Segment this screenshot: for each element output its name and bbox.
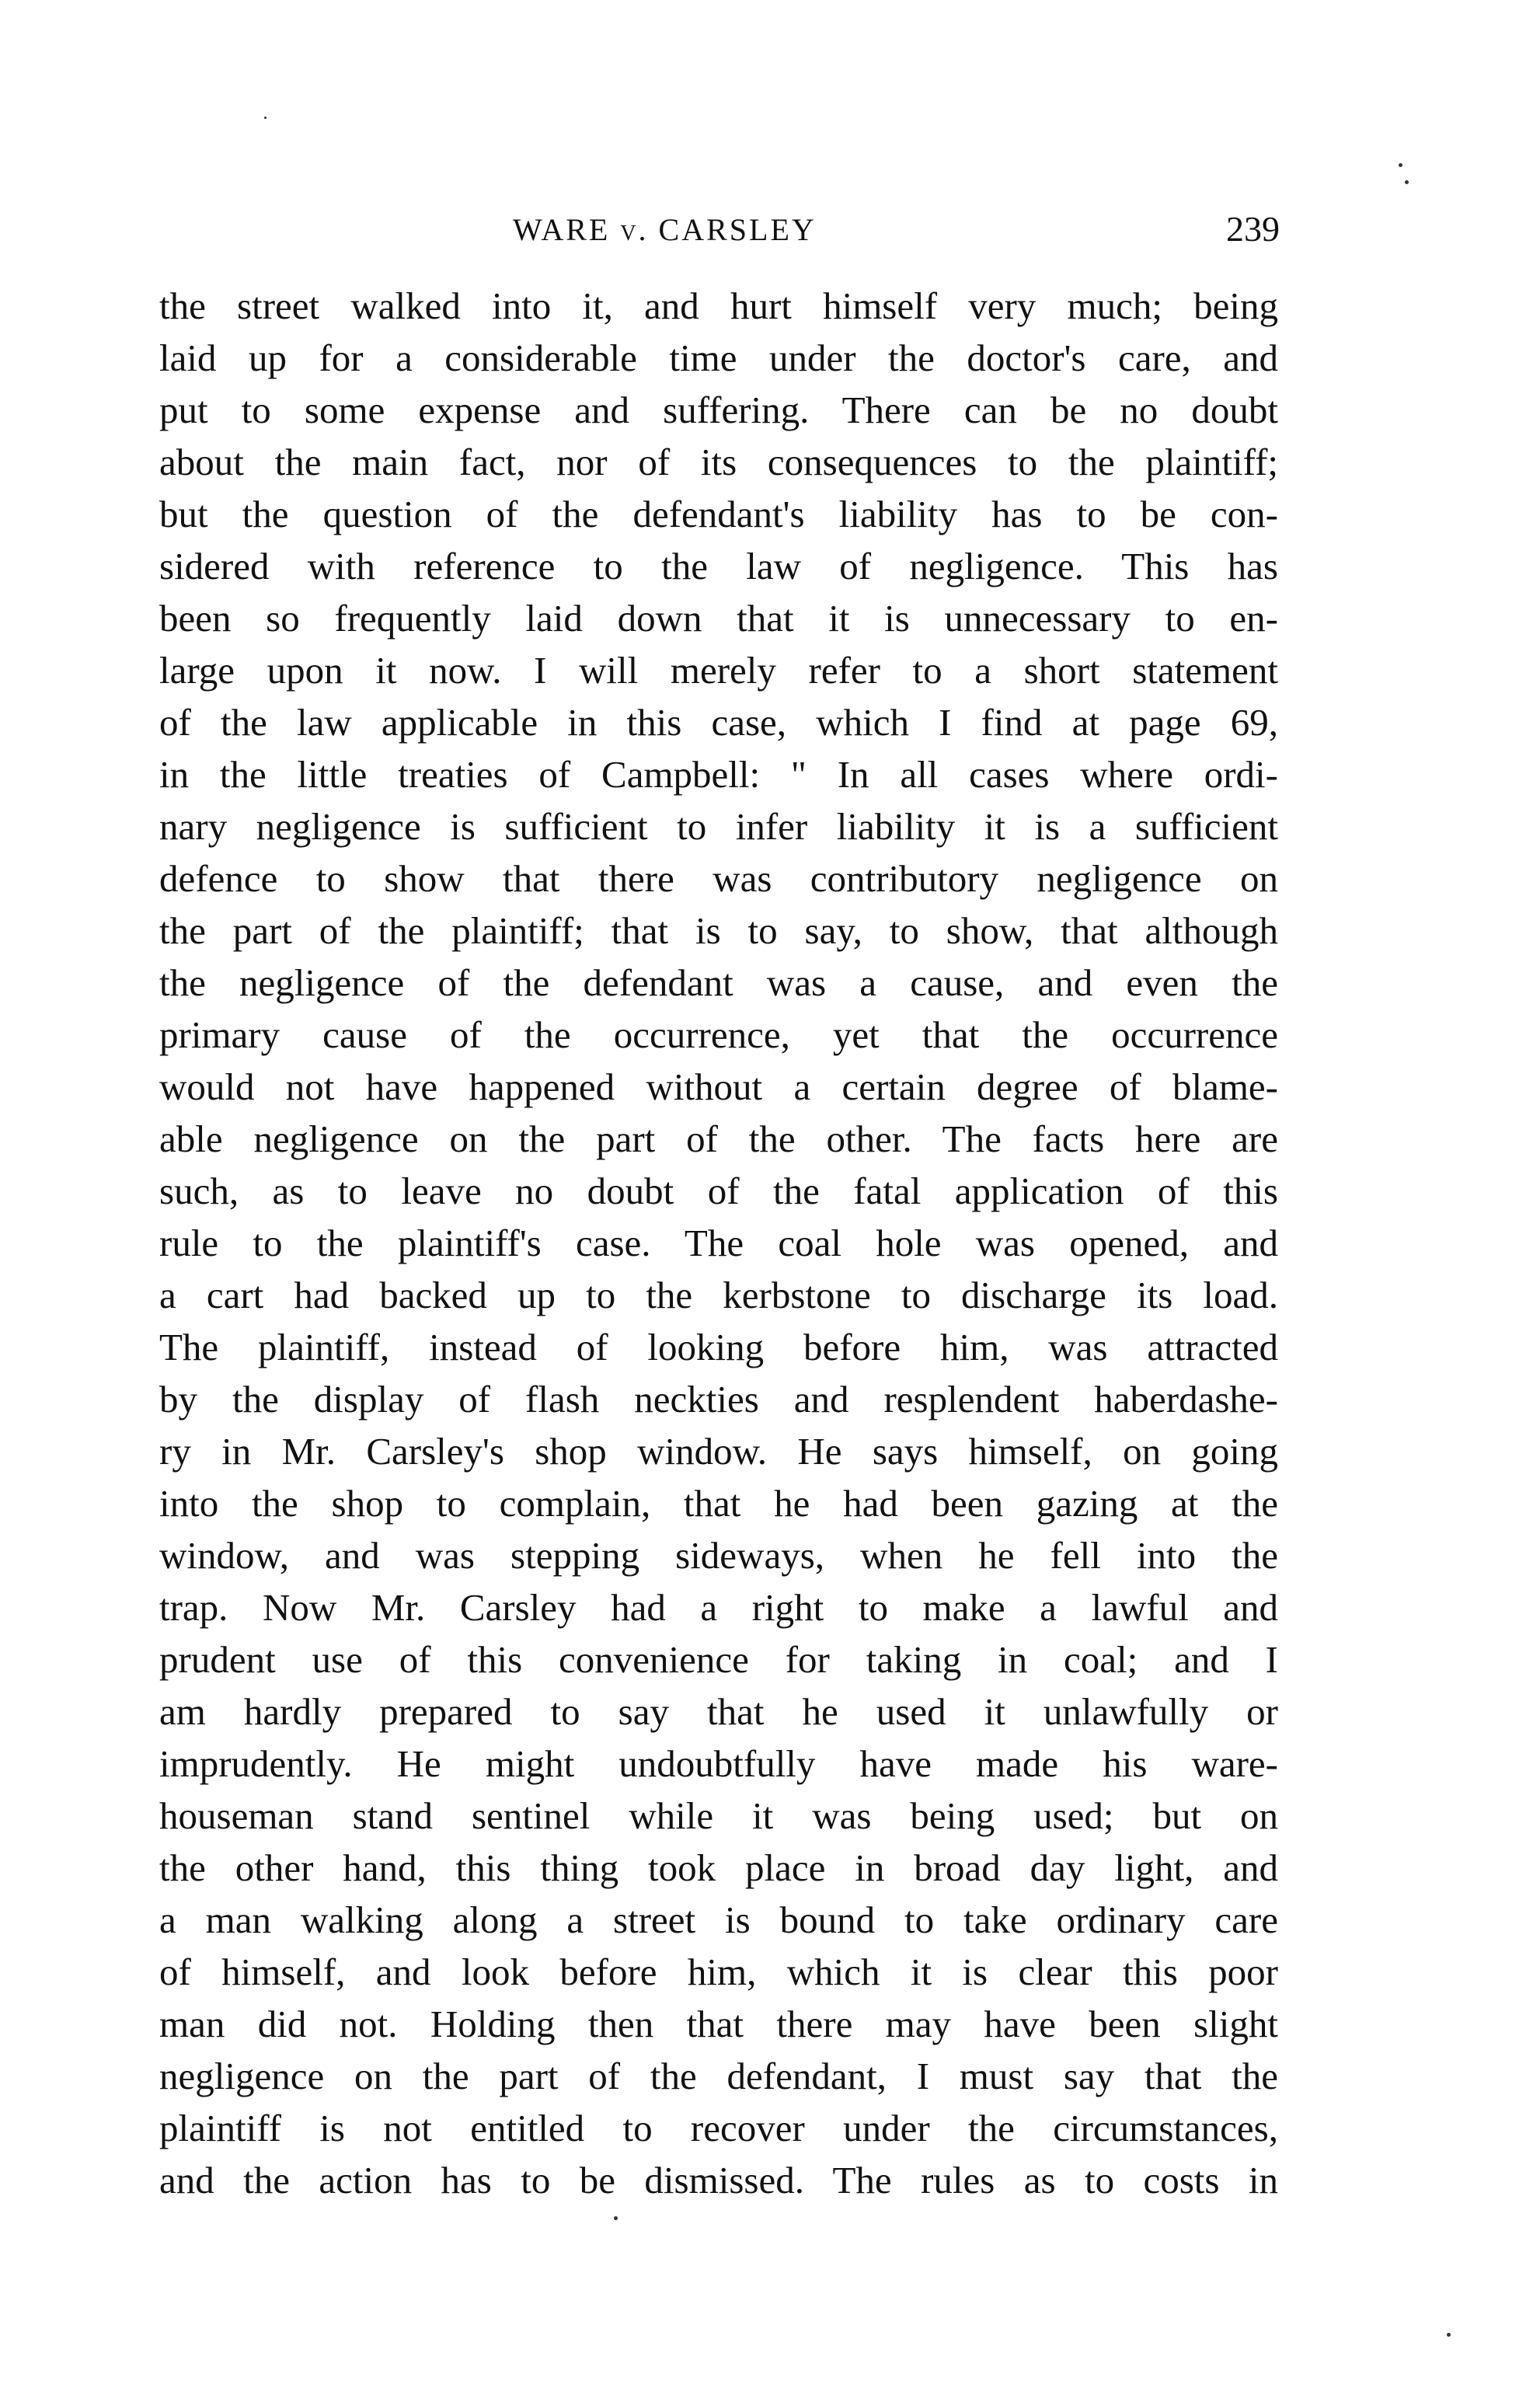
text-line: houseman stand sentinel while it was being used; but on: [159, 1794, 1278, 1837]
scan-speck: [614, 2216, 618, 2220]
text-line: the part of the plaintiff; that is to say, to show, that although: [159, 909, 1278, 952]
text-line: window, and was stepping sideways, when he fell into the: [159, 1534, 1278, 1577]
text-line: into the shop to complain, that he had been gazing at the: [159, 1482, 1278, 1525]
text-line: the other hand, this thing took place in broad day light, and: [159, 1846, 1278, 1889]
text-line: defence to show that there was contributory negligence on: [159, 857, 1278, 900]
text-line: large upon it now. I will merely refer to a short statement: [159, 649, 1278, 692]
text-line: rule to the plaintiff's case. The coal hole was opened, and: [159, 1222, 1278, 1264]
text-line: plaintiff is not entitled to recover under the circumstances,: [159, 2107, 1278, 2149]
text-line: the negligence of the defendant was a cause, and even the: [159, 961, 1278, 1004]
text-line: and the action has to be dismissed. The rules as to costs in: [159, 2159, 1278, 2201]
text-line: by the display of flash neckties and resplendent haberdashe-: [159, 1378, 1278, 1421]
running-title: WARE v. CARSLEY: [513, 212, 817, 247]
text-line: in the little treaties of Campbell: " In all cases where ordi-: [159, 753, 1278, 796]
text-line: of the law applicable in this case, which I find at page 69,: [159, 701, 1278, 744]
text-line: prudent use of this convenience for taking in coal; and I: [159, 1638, 1278, 1681]
text-line: such, as to leave no doubt of the fatal application of this: [159, 1170, 1278, 1212]
text-line: but the question of the defendant's liability has to be con-: [159, 493, 1278, 535]
text-line: nary negligence is sufficient to infer liability it is a sufficient: [159, 805, 1278, 848]
body-text: [159, 280, 1278, 2206]
scan-speck: [264, 117, 267, 119]
text-line: been so frequently laid down that it is unnecessary to en-: [159, 597, 1278, 640]
text-line: imprudently. He might undoubtfully have made his ware-: [159, 1742, 1278, 1785]
text-line: the street walked into it, and hurt himself very much; being: [159, 284, 1278, 327]
text-line: able negligence on the part of the other. The facts here are: [159, 1117, 1278, 1160]
scan-speck: [1447, 2333, 1451, 2337]
text-line: of himself, and look before him, which it is clear this poor: [159, 1950, 1278, 1993]
text-line: negligence on the part of the defendant, I must say that the: [159, 2055, 1278, 2097]
text-line: The plaintiff, instead of looking before him, was attracted: [159, 1326, 1278, 1368]
text-line: laid up for a considerable time under the doctor's care, and: [159, 336, 1278, 379]
text-line: am hardly prepared to say that he used it unlawfully or: [159, 1690, 1278, 1733]
text-line: put to some expense and suffering. There can be no doubt: [159, 389, 1278, 431]
page-number: 239: [1226, 209, 1280, 249]
text-line: about the main fact, nor of its consequences to the plaintiff;: [159, 441, 1278, 483]
text-line: primary cause of the occurrence, yet that the occurrence: [159, 1013, 1278, 1056]
text-line: would not have happened without a certain degree of blame-: [159, 1065, 1278, 1108]
scan-speck: [1399, 163, 1402, 167]
scan-speck: [1405, 180, 1409, 184]
text-line: man did not. Holding then that there may have been slight: [159, 2003, 1278, 2045]
text-line: trap. Now Mr. Carsley had a right to make a lawful and: [159, 1586, 1278, 1629]
text-line: a cart had backed up to the kerbstone to discharge its load.: [159, 1274, 1278, 1316]
text-line: a man walking along a street is bound to take ordinary care: [159, 1898, 1278, 1941]
text-line: sidered with reference to the law of negligence. This has: [159, 545, 1278, 587]
text-line: ry in Mr. Carsley's shop window. He says himself, on going: [159, 1430, 1278, 1473]
